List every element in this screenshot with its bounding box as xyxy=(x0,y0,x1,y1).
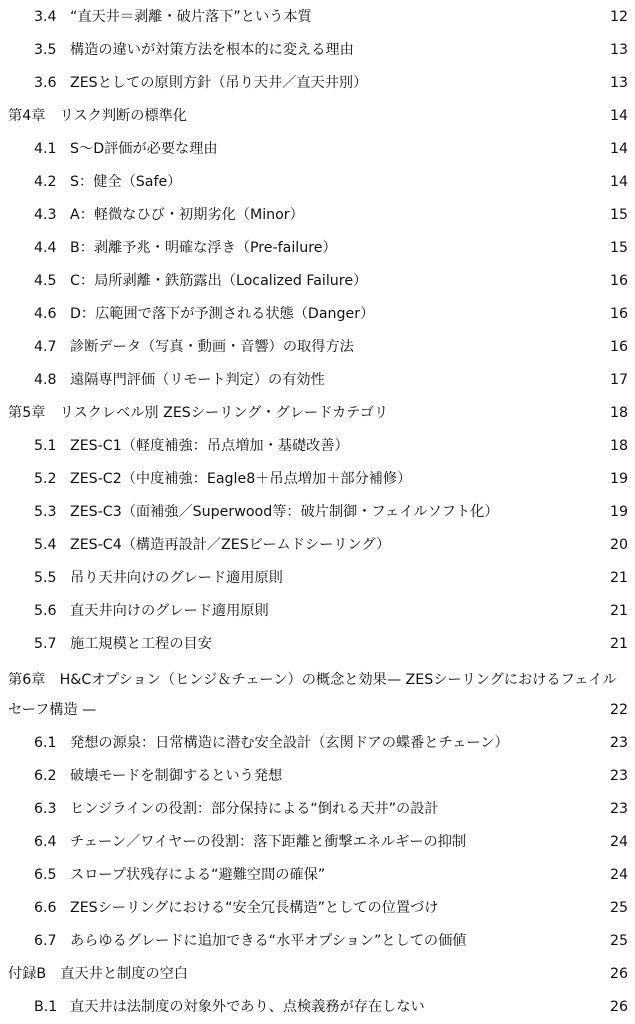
page-number: 17 xyxy=(609,372,628,388)
section-title: あらゆるグレードに追加できる“水平オプション”としての価値 xyxy=(70,933,467,949)
page-number: 21 xyxy=(609,570,628,586)
page-number: 12 xyxy=(609,9,628,25)
section-title: スロープ状残存による“避難空間の確保” xyxy=(70,867,326,883)
section-title: チェーン／ワイヤーの役割：落下距離と衝撃エネルギーの抑制 xyxy=(70,834,467,850)
page-number: 16 xyxy=(609,273,628,289)
page-number: 26 xyxy=(609,966,628,982)
section-number: 3.6 xyxy=(34,75,57,91)
section-number: 5.3 xyxy=(34,504,57,520)
section-title: 直天井向けのグレード適用原則 xyxy=(70,603,269,619)
section-number: 6.3 xyxy=(34,801,57,817)
section-title: 発想の源泉：日常構造に潜む安全設計（玄関ドアの蝶番とチェーン） xyxy=(70,735,509,751)
page-number: 20 xyxy=(609,537,628,553)
section-title: B：剥離予兆・明確な浮き（Pre-failure） xyxy=(70,240,337,256)
chapter-title: 第6章 H&Cオプション（ヒンジ＆チェーン）の概念と効果— ZESシーリングにおけるフェイルセーフ構造 — xyxy=(8,672,617,718)
page-number: 21 xyxy=(609,636,628,652)
section-title: “直天井＝剥離・破片落下”という本質 xyxy=(70,9,312,25)
section-number: 5.6 xyxy=(34,603,57,619)
section-number: 5.2 xyxy=(34,471,57,487)
section-title: 遠隔専門評価（リモート判定）の有効性 xyxy=(70,372,325,388)
section-number: 6.2 xyxy=(34,768,57,784)
section-title: ZES-C2（中度補強：Eagle8＋吊点増加＋部分補修） xyxy=(70,471,412,487)
page-number: 13 xyxy=(609,42,628,58)
section-number: 6.4 xyxy=(34,834,57,850)
section-number: 5.7 xyxy=(34,636,57,652)
page-number: 22 xyxy=(609,702,628,718)
section-number: 3.5 xyxy=(34,42,57,58)
section-number: 6.5 xyxy=(34,867,57,883)
section-number: 4.2 xyxy=(34,174,57,190)
page-number: 25 xyxy=(609,900,628,916)
page-number: 24 xyxy=(609,867,628,883)
section-number: 4.3 xyxy=(34,207,57,223)
page-number: 19 xyxy=(609,504,628,520)
page-number: 14 xyxy=(609,174,628,190)
page-number: 15 xyxy=(609,240,628,256)
section-number: 4.4 xyxy=(34,240,57,256)
page-number: 26 xyxy=(609,999,628,1015)
page-number: 16 xyxy=(609,339,628,355)
section-title: ZES-C1（軽度補強：吊点増加・基礎改善） xyxy=(70,438,349,454)
page-number: 16 xyxy=(609,306,628,322)
section-title: ヒンジラインの役割：部分保持による“倒れる天井”の設計 xyxy=(70,801,439,817)
page-number: 13 xyxy=(609,75,628,91)
page-number: 24 xyxy=(609,834,628,850)
page-number: 15 xyxy=(609,207,628,223)
section-title: 直天井は法制度の対象外であり、点検義務が存在しない xyxy=(70,999,425,1015)
section-title: D：広範囲で落下が予測される状態（Danger） xyxy=(70,306,375,322)
section-title: A：軽微なひび・初期劣化（Minor） xyxy=(70,207,304,223)
chapter-title: 第4章 リスク判断の標準化 xyxy=(8,108,187,124)
section-title: C：局所剥離・鉄筋露出（Localized Failure） xyxy=(70,273,368,289)
section-title: 診断データ（写真・動画・音響）の取得方法 xyxy=(70,339,354,355)
page-number: 23 xyxy=(609,768,628,784)
section-number: 4.7 xyxy=(34,339,57,355)
page-number: 21 xyxy=(609,603,628,619)
section-title: 施工規模と工程の目安 xyxy=(70,636,212,652)
section-number: 4.5 xyxy=(34,273,57,289)
section-number: 5.5 xyxy=(34,570,57,586)
page-number: 25 xyxy=(609,933,628,949)
section-title: ZES-C3（面補強／Superwood等：破片制御・フェイルソフト化） xyxy=(70,504,499,520)
section-title: S〜D評価が必要な理由 xyxy=(70,141,218,157)
section-number: 4.6 xyxy=(34,306,57,322)
page-number: 18 xyxy=(609,438,628,454)
section-number: 4.1 xyxy=(34,141,57,157)
page-number: 14 xyxy=(609,108,628,124)
section-number: B.1 xyxy=(34,999,58,1015)
section-number: 6.6 xyxy=(34,900,57,916)
section-title: ZESシーリングにおける“安全冗長構造”としての位置づけ xyxy=(70,900,439,916)
page-number: 23 xyxy=(609,801,628,817)
section-number: 5.1 xyxy=(34,438,57,454)
section-number: 4.8 xyxy=(34,372,57,388)
section-title: ZES-C4（構造再設計／ZESビームドシーリング） xyxy=(70,537,391,553)
section-number: 6.1 xyxy=(34,735,57,751)
section-title: 吊り天井向けのグレード適用原則 xyxy=(70,570,283,586)
section-title: 構造の違いが対策方法を根本的に変える理由 xyxy=(70,42,354,58)
chapter-title: 付録B 直天井と制度の空白 xyxy=(8,966,188,982)
page-number: 14 xyxy=(609,141,628,157)
chapter-title: 第5章 リスクレベル別 ZESシーリング・グレードカテゴリ xyxy=(8,405,389,421)
section-title: S：健全（Safe） xyxy=(70,174,182,190)
page-number: 18 xyxy=(609,405,628,421)
page-number: 19 xyxy=(609,471,628,487)
section-number: 5.4 xyxy=(34,537,57,553)
section-number: 3.4 xyxy=(34,9,57,25)
page-number: 23 xyxy=(609,735,628,751)
section-title: ZESとしての原則方針（吊り天井／直天井別） xyxy=(70,75,368,91)
section-title: 破壊モードを制御するという発想 xyxy=(70,768,283,784)
section-number: 6.7 xyxy=(34,933,57,949)
